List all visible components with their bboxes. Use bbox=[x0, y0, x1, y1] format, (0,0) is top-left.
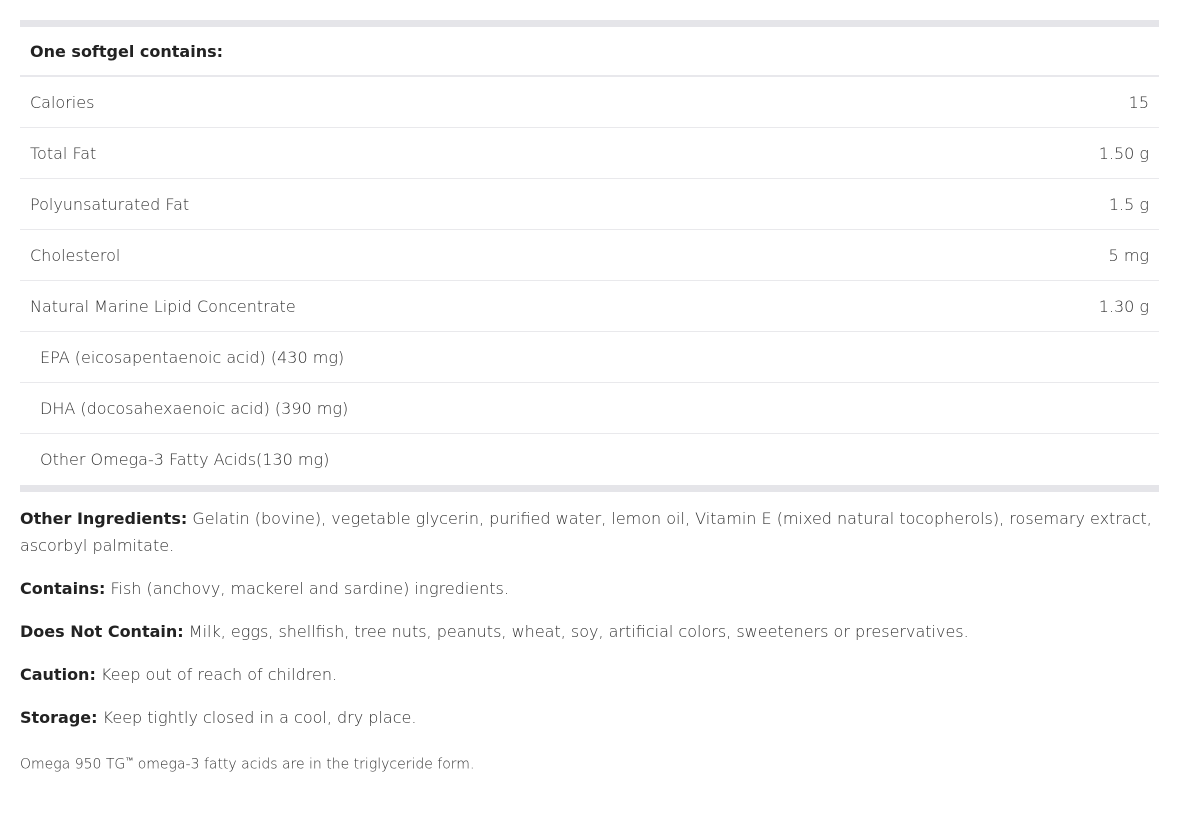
caution-text: Keep out of reach of children. bbox=[95, 665, 338, 684]
storage-label: Storage: bbox=[20, 708, 98, 727]
other-ingredients-note bbox=[20, 505, 1160, 559]
row-value: 1.50 g bbox=[1098, 143, 1149, 163]
row-value: 1.5 g bbox=[1108, 194, 1149, 214]
other-ingredients-label: Other Ingredients: bbox=[20, 509, 188, 528]
row-label: Cholesterol bbox=[30, 245, 121, 265]
row-label: Natural Marine Lipid Concentrate bbox=[30, 296, 296, 316]
row-label: Calories bbox=[30, 92, 95, 112]
facts-header: One softgel contains: bbox=[20, 27, 1159, 77]
footnote-suffix: omega-3 fatty acids are in the triglyceride form. bbox=[133, 756, 475, 773]
storage-note bbox=[20, 704, 1160, 731]
contains-text: Fish (anchovy, mackerel and sardine) ingredients. bbox=[105, 579, 509, 598]
facts-row-epa bbox=[20, 332, 1159, 383]
row-label: Other Omega-3 Fatty Acids(130 mg) bbox=[40, 450, 330, 469]
contains-note bbox=[20, 575, 1160, 602]
row-value: 5 mg bbox=[1108, 245, 1149, 265]
does-not-contain-note bbox=[20, 618, 1160, 645]
row-value: 1.30 g bbox=[1098, 296, 1149, 316]
product-notes bbox=[20, 505, 1160, 795]
caution-label: Caution: bbox=[20, 665, 96, 684]
row-label: EPA (eicosapentaenoic acid) (430 mg) bbox=[40, 347, 345, 367]
row-label: Polyunsaturated Fat bbox=[30, 194, 190, 214]
facts-row-calories bbox=[20, 77, 1159, 128]
facts-row-dha bbox=[20, 383, 1159, 434]
other-ingredients-text: Gelatin (bovine), vegetable glycerin, purified water, lemon oil, Vitamin E (mixed natural tocopherols), rosemary extract, ascorbyl palmitate. bbox=[20, 509, 1152, 555]
facts-row-marine-lipid bbox=[20, 281, 1159, 332]
supplement-facts-table bbox=[20, 20, 1159, 492]
facts-row-polyunsaturated-fat bbox=[20, 179, 1159, 230]
facts-row-other-omega3 bbox=[20, 434, 1159, 485]
row-value: 15 bbox=[1128, 92, 1149, 112]
row-label: DHA (docosahexaenoic acid) (390 mg) bbox=[40, 398, 349, 418]
triglyceride-footnote bbox=[20, 747, 1160, 779]
does-not-contain-label: Does Not Contain: bbox=[20, 622, 184, 641]
caution-note bbox=[20, 661, 1160, 688]
does-not-contain-text: Milk, eggs, shellfish, tree nuts, peanuts, wheat, soy, artificial colors, sweeteners or preservatives. bbox=[183, 622, 969, 641]
row-label: Total Fat bbox=[30, 143, 97, 163]
trademark-symbol: ™ bbox=[125, 756, 134, 765]
facts-row-total-fat bbox=[20, 128, 1159, 179]
storage-text: Keep tightly closed in a cool, dry place. bbox=[97, 708, 417, 727]
contains-label: Contains: bbox=[20, 579, 106, 598]
facts-row-cholesterol bbox=[20, 230, 1159, 281]
footnote-prefix: Omega 950 TG bbox=[20, 756, 126, 773]
